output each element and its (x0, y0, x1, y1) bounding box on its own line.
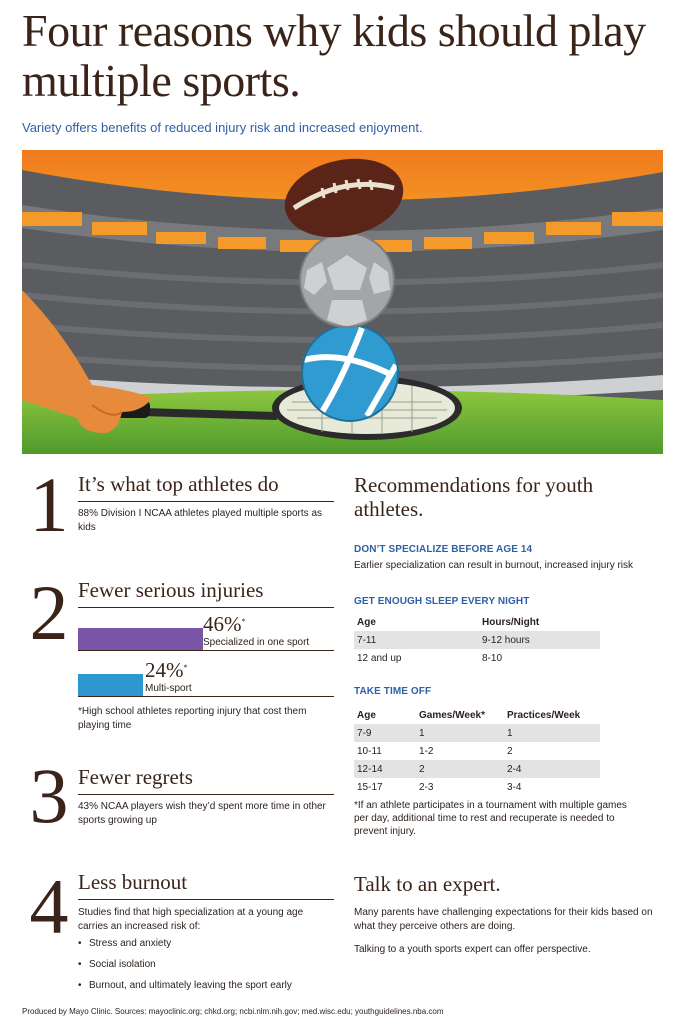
table-row: 12 and up 8-10 (357, 652, 503, 664)
list-item: • Burnout, and ultimately leaving the sport early (78, 979, 334, 993)
reason-4-heading: Less burnout (78, 870, 334, 900)
reason-2-note: *High school athletes reporting injury that cost them playing time (78, 706, 307, 731)
reason-3-number: 3 (29, 752, 69, 839)
bar-multisport-label: Multi-sport (145, 683, 192, 694)
sleep-table (354, 613, 600, 667)
table-header-row: Age Games/Week* Practices/Week (357, 709, 581, 721)
time-off-heading: TAKE TIME OFF (354, 686, 432, 697)
page-title: Four reasons why kids should play multiple sports. (22, 5, 646, 106)
time-off-note: *If an athlete participates in a tournament with multiple games per day, additional time to rest and recuperate is needed to prevent injury. (354, 800, 627, 837)
reason-1-text: 88% Division I NCAA athletes played multiple sports as kids (78, 508, 323, 533)
reason-1-heading: It’s what top athletes do (78, 472, 334, 502)
reason-3-text: 43% NCAA players wish they’d spent more time in other sports growing up (78, 801, 326, 826)
list-item: • Stress and anxiety (78, 937, 334, 951)
bar-multisport-rule (78, 696, 334, 697)
list-item: • Social isolation (78, 958, 334, 972)
table-header-row: Age Hours/Night (357, 616, 540, 628)
recommendations-heading: Recommendations for youth athletes. (354, 473, 594, 521)
reason-1-number: 1 (29, 461, 69, 548)
expert-paragraph-1: Many parents have challenging expectations for their kids based on what they perceive others are doing. (354, 907, 653, 932)
bar-multisport-pct: 24%* (145, 658, 188, 682)
reason-2-heading: Fewer serious injuries (78, 578, 334, 608)
table-row: 12-14 2 2-4 (354, 760, 600, 778)
time-off-table (354, 706, 600, 796)
table-row: 7-11 9-12 hours (354, 631, 600, 649)
bar-multisport (78, 674, 143, 696)
sleep-heading: GET ENOUGH SLEEP EVERY NIGHT (354, 596, 530, 607)
burnout-risk-list (78, 937, 334, 1000)
table-row: 7-9 1 1 (354, 724, 600, 742)
reason-4-text: Studies find that high specialization at a young age carries an increased risk of: (78, 907, 304, 932)
reason-2-number: 2 (29, 569, 69, 656)
specialize-text: Earlier specialization can result in burnout, increased injury risk (354, 560, 634, 571)
reason-4-number: 4 (29, 863, 69, 950)
bar-specialized-rule (78, 650, 334, 651)
specialize-heading: DON’T SPECIALIZE BEFORE AGE 14 (354, 544, 533, 555)
footer-sources: Produced by Mayo Clinic. Sources: mayoclinic.org; chkd.org; ncbi.nlm.nih.gov; med.wisc.edu; youthguidelines.nba.com (22, 1007, 444, 1016)
bar-specialized-pct: 46%* (203, 612, 246, 636)
page-subtitle: Variety offers benefits of reduced injury risk and increased enjoyment. (22, 120, 423, 135)
table-row: 15-17 2-3 3-4 (357, 781, 522, 793)
expert-heading: Talk to an expert. (354, 872, 501, 896)
stadium-sports-illustration (22, 150, 663, 454)
bar-specialized (78, 628, 203, 650)
reason-3-heading: Fewer regrets (78, 765, 334, 795)
table-row: 10-11 1-2 2 (357, 745, 513, 757)
bar-specialized-label: Specialized in one sport (203, 637, 310, 648)
expert-paragraph-2: Talking to a youth sports expert can offer perspective. (354, 944, 591, 955)
